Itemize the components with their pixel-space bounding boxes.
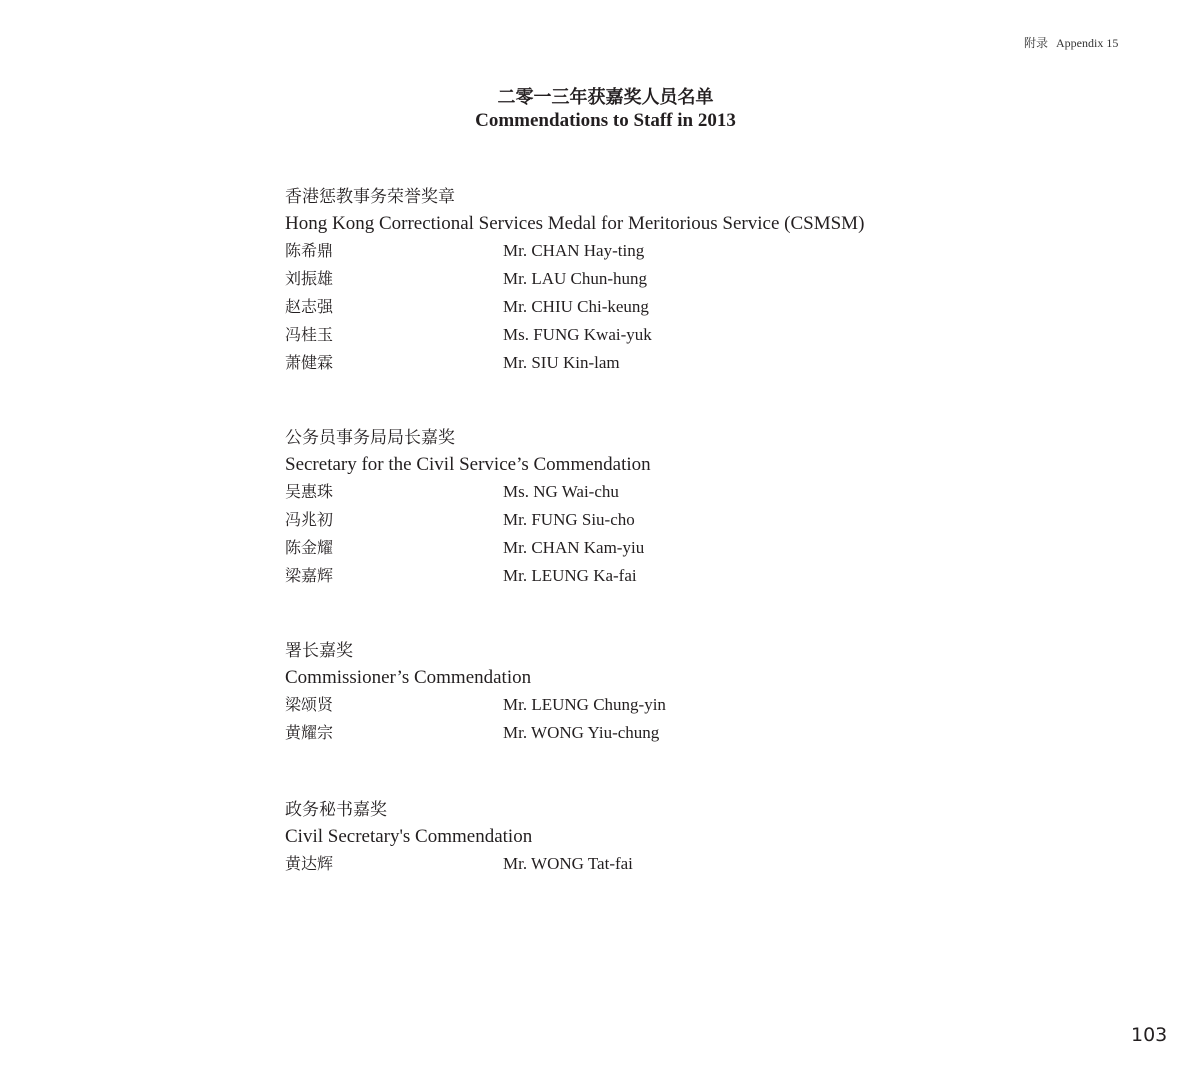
list-item	[285, 562, 985, 590]
name-zh: 梁颂贤	[285, 695, 334, 714]
list-item	[285, 850, 985, 878]
name-zh: 冯桂玉	[285, 325, 334, 344]
page-title-zh: 二零一三年获嘉奖人员名单	[497, 87, 714, 108]
section-commissioner-commendation	[285, 638, 985, 747]
section-heading-en: Commissioner’s Commendation	[285, 667, 532, 688]
name-en: Mr. LEUNG Ka-fai	[503, 566, 637, 585]
list-item	[285, 293, 985, 321]
section-heading-zh: 公务员事务局局长嘉奖	[285, 428, 455, 448]
name-en: Mr. LEUNG Chung-yin	[503, 695, 666, 714]
section-csmsm	[285, 184, 985, 377]
name-zh: 陈希鼎	[285, 241, 334, 260]
list-item	[285, 506, 985, 534]
name-en: Mr. CHAN Kam-yiu	[503, 538, 645, 557]
name-zh: 黄耀宗	[285, 723, 334, 742]
appendix-label	[1024, 34, 1118, 51]
section-heading-zh: 署长嘉奖	[285, 641, 353, 661]
name-en: Ms. NG Wai-chu	[503, 482, 619, 501]
name-en: Mr. CHIU Chi-keung	[503, 297, 649, 316]
name-en: Ms. FUNG Kwai-yuk	[503, 325, 652, 344]
name-zh: 萧健霖	[285, 353, 334, 372]
name-zh: 黄达辉	[285, 854, 334, 873]
name-zh: 刘振雄	[285, 269, 334, 288]
name-en: Mr. LAU Chun-hung	[503, 269, 648, 288]
section-heading-en: Civil Secretary's Commendation	[285, 826, 533, 847]
section-civil-secretary-commendation	[285, 797, 985, 878]
name-en: Mr. WONG Yiu-chung	[503, 723, 660, 742]
name-en: Mr. CHAN Hay-ting	[503, 241, 645, 260]
list-item	[285, 237, 985, 265]
name-zh: 陈金耀	[285, 538, 334, 557]
list-item	[285, 265, 985, 293]
name-en: Mr. FUNG Siu-cho	[503, 510, 635, 529]
list-item	[285, 321, 985, 349]
list-item	[285, 349, 985, 377]
appendix-label-zh: 附录	[1024, 36, 1049, 50]
list-item	[285, 534, 985, 562]
list-item	[285, 478, 985, 506]
name-zh: 冯兆初	[285, 510, 334, 529]
name-zh: 梁嘉辉	[285, 566, 334, 585]
list-item	[285, 691, 985, 719]
name-en: Mr. WONG Tat-fai	[503, 854, 633, 873]
section-heading-zh: 香港惩教事务荣誉奖章	[285, 187, 455, 207]
name-en: Mr. SIU Kin-lam	[503, 353, 620, 372]
section-civil-service-commendation	[285, 425, 985, 590]
appendix-label-en: Appendix 15	[1056, 36, 1119, 50]
section-heading-en: Hong Kong Correctional Services Medal for Meritorious Service (CSMSM)	[285, 213, 865, 234]
section-heading-en: Secretary for the Civil Service’s Commendation	[285, 454, 651, 475]
name-zh: 吴惠珠	[285, 482, 334, 501]
name-zh: 赵志强	[285, 297, 334, 316]
page-title-en: Commendations to Staff in 2013	[475, 110, 736, 131]
list-item	[285, 719, 985, 747]
section-heading-zh: 政务秘书嘉奖	[285, 800, 387, 820]
page-number: 103	[1131, 1024, 1168, 1046]
